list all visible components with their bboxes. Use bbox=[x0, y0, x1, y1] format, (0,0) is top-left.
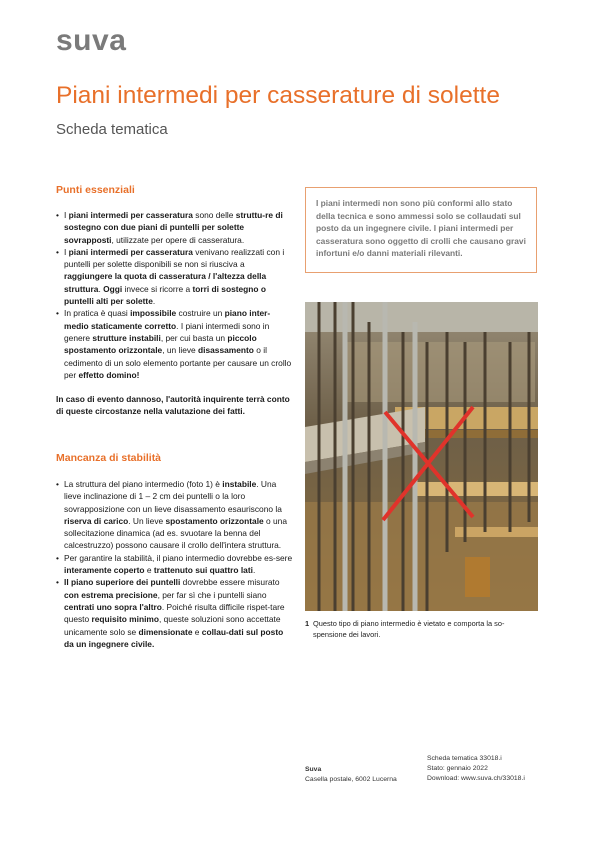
bold-text: raggiungere la quota di casseratura / l'altezza della struttura bbox=[64, 271, 267, 294]
footer-org-block bbox=[305, 765, 397, 785]
key-points-list bbox=[56, 209, 294, 381]
bold-text: torri di sostegno o puntelli alti per solette bbox=[64, 283, 266, 307]
authority-note: In caso di evento dannoso, l'autorità inquirente terrà conto di queste circostanze nella valutazione dei fatti. bbox=[56, 394, 290, 417]
bold-text: piccolo spostamento orizzontale bbox=[64, 332, 257, 356]
footer-address: Casella postale, 6002 Lucerna bbox=[305, 776, 397, 783]
text: invece si ricorre a bbox=[122, 283, 193, 294]
bold-text: riserva di carico bbox=[64, 515, 129, 526]
text: . bbox=[152, 296, 156, 307]
list-item bbox=[56, 209, 294, 246]
bold-text: instabile bbox=[222, 479, 257, 489]
list-item bbox=[56, 576, 294, 650]
text: La struttura del piano intermedio (foto 1) è bbox=[64, 479, 223, 489]
bold-text: trattenuto sui quattro lati bbox=[153, 565, 253, 576]
list-item bbox=[56, 478, 294, 552]
stability-list bbox=[56, 478, 294, 650]
caption-text: Questo tipo di piano intermedio è vietato e comporta la so-spensione dei lavori. bbox=[313, 619, 505, 639]
bold-text: struttu-re di sostegno con due piani di puntelli per solette sovrapposti bbox=[64, 210, 283, 245]
text: . bbox=[98, 283, 104, 294]
section-heading-stability: Mancanza di stabilità bbox=[56, 452, 162, 464]
text: e bbox=[144, 565, 154, 576]
text: , queste soluzioni sono accettate unicamente solo se bbox=[64, 614, 281, 637]
caption-number: 1 bbox=[305, 619, 310, 628]
text: sono delle bbox=[192, 210, 236, 220]
text: . bbox=[252, 565, 256, 576]
footer-download[interactable]: Download: www.suva.ch/33018.i bbox=[427, 775, 525, 782]
bold-text: Il piano superiore dei puntelli bbox=[64, 577, 181, 588]
key-points-column bbox=[56, 209, 294, 418]
text: o una sollecitazione dinamica (ad es. svuotare la benna del calcestruzzo) possono causare il crollo dell'intera struttura. bbox=[64, 515, 287, 551]
text: , utilizzate per opere di casseratura. bbox=[111, 234, 245, 245]
bold-text: Oggi bbox=[103, 283, 123, 294]
list-item bbox=[56, 552, 294, 577]
text: I bbox=[64, 246, 69, 257]
bold-text: disassamento bbox=[198, 345, 254, 356]
bold-text: dimensionate bbox=[138, 626, 193, 637]
list-item bbox=[56, 246, 294, 307]
text: . Una lieve inclinazione di 1 – 2 cm dei puntelli o la loro sovrapposizione con un lieve disassamento esauriscono la bbox=[64, 479, 282, 514]
warning-box: I piani intermedi non sono più conformi allo stato della tecnica e sono ammessi solo se collaudati sul posto da un ingegnere civile. I piani intermedi per casseratura sono oggetto di crolli che causano gravi infortuni e/o danni materiali rilevanti. bbox=[305, 187, 537, 273]
text: , per far sì che i puntelli siano bbox=[157, 589, 267, 600]
suva-logo: suva bbox=[56, 24, 127, 57]
bold-text: collau-dati sul posto da un ingegnere civile. bbox=[64, 626, 284, 649]
text: . Un lieve bbox=[128, 515, 166, 526]
bold-text: centrati uno sopra l'altro bbox=[64, 601, 162, 612]
text: venivano realizzati con i puntelli per solette disponibili se non si riusciva a bbox=[64, 246, 285, 270]
bold-text: piani intermedi per casseratura bbox=[68, 210, 193, 220]
page-title: Piani intermedi per casserature di solette bbox=[56, 82, 500, 109]
bold-text: strutture instabili bbox=[92, 332, 161, 343]
footer-org: Suva bbox=[305, 766, 322, 773]
footer-doc-id: Scheda tematica 33018.i bbox=[427, 755, 502, 762]
stability-column bbox=[56, 478, 294, 650]
text: Per garantire la stabilità, il piano intermedio dovrebbe es-sere bbox=[64, 552, 293, 563]
section-heading-key-points: Punti essenziali bbox=[56, 184, 135, 196]
text: e bbox=[192, 626, 202, 637]
text: o il cedimento di un solo elemento portante per causare un crollo per bbox=[64, 345, 292, 380]
formwork-photo bbox=[305, 302, 538, 611]
text: costruire un bbox=[176, 308, 225, 319]
bold-text: spostamento orizzontale bbox=[165, 515, 264, 526]
bold-text: requisito minimo bbox=[91, 614, 159, 625]
bold-text: effetto domino! bbox=[78, 369, 140, 380]
text: , un lieve bbox=[162, 345, 199, 356]
formwork-photo-illustration bbox=[305, 302, 538, 611]
bold-text: piano inter-medio staticamente corretto bbox=[64, 308, 271, 331]
footer-doc-block bbox=[427, 754, 525, 784]
list-item bbox=[56, 307, 294, 381]
text: dovrebbe essere misurato bbox=[180, 577, 280, 588]
bold-text: impossibile bbox=[130, 308, 177, 319]
text: , per cui basta un bbox=[160, 332, 228, 343]
bold-text: con estrema precisione bbox=[64, 589, 158, 600]
bold-text: piani intermedi per casseratura bbox=[68, 246, 193, 257]
text: In pratica è quasi bbox=[64, 308, 131, 319]
text: I bbox=[64, 210, 69, 220]
photo-caption bbox=[305, 619, 538, 640]
footer-status: Stato: gennaio 2022 bbox=[427, 765, 488, 772]
page-subtitle: Scheda tematica bbox=[56, 121, 168, 138]
bold-text: interamente coperto bbox=[64, 565, 145, 576]
text: . I piani intermedi sono in genere bbox=[64, 320, 270, 343]
text: . Poiché risulta difficile rispet-tare questo bbox=[64, 601, 285, 625]
